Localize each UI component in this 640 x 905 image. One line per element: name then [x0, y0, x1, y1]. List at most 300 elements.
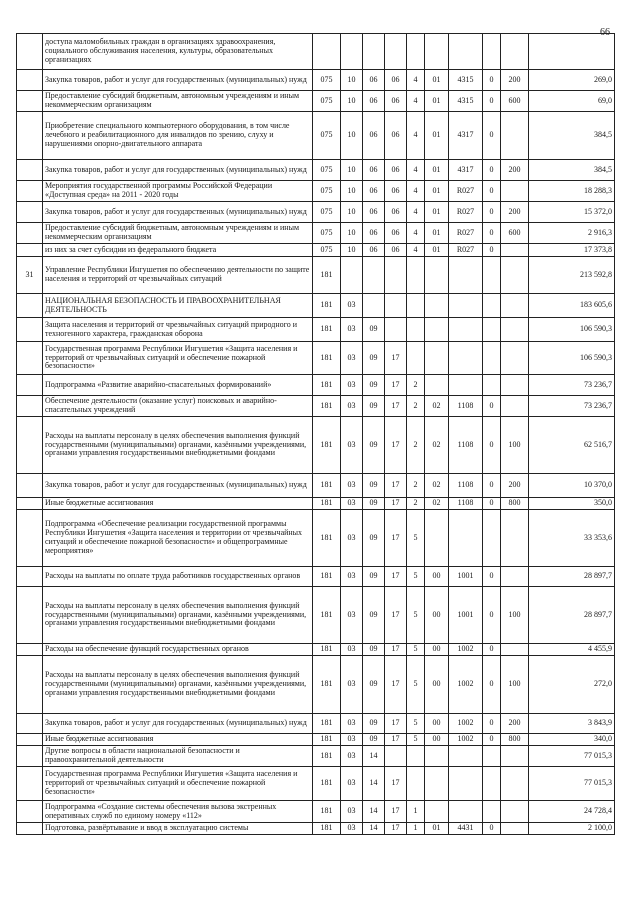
cell-sum: 17 373,8: [529, 244, 615, 257]
cell-c5: [407, 746, 425, 767]
cell-c9: [501, 567, 529, 587]
cell-c7: 1108: [449, 498, 483, 510]
cell-c5: [407, 342, 425, 375]
table-row: [17, 160, 615, 181]
cell-c3: 09: [363, 417, 385, 474]
cell-c9: [501, 767, 529, 801]
cell-c5: 4: [407, 202, 425, 223]
cell-c5: 2: [407, 474, 425, 498]
cell-c3: 06: [363, 70, 385, 91]
cell-c2: 03: [341, 396, 363, 417]
cell-c2: 10: [341, 244, 363, 257]
cell-c2: 10: [341, 70, 363, 91]
cell-name: Другие вопросы в области национальной безопасности и правоохранительной деятельности: [43, 746, 313, 767]
cell-c5: 2: [407, 417, 425, 474]
cell-c1: 181: [313, 823, 341, 835]
cell-c8: [483, 342, 501, 375]
cell-c3: 09: [363, 734, 385, 746]
cell-c2: [341, 257, 363, 294]
cell-c4: 17: [385, 656, 407, 714]
cell-c5: 4: [407, 70, 425, 91]
cell-c3: 09: [363, 318, 385, 342]
cell-sum: 77 015,3: [529, 767, 615, 801]
cell-c3: 14: [363, 767, 385, 801]
cell-c7: [449, 318, 483, 342]
cell-c1: 181: [313, 375, 341, 396]
cell-c7: 4317: [449, 112, 483, 160]
cell-name: Закупка товаров, работ и услуг для государственных (муниципальных) нужд: [43, 474, 313, 498]
cell-name: Расходы на обеспечение функций государственных органов: [43, 644, 313, 656]
cell-c8: [483, 746, 501, 767]
cell-c7: 1108: [449, 474, 483, 498]
cell-c5: 2: [407, 396, 425, 417]
cell-name: Государственная программа Республики Ингушетия «Защита населения и территорий от чрезвычайных ситуаций и обеспечение пожарной безопасности»: [43, 767, 313, 801]
cell-c6: 00: [425, 714, 449, 734]
cell-c8: 0: [483, 823, 501, 835]
cell-c8: 0: [483, 474, 501, 498]
cell-name: Закупка товаров, работ и услуг для государственных (муниципальных) нужд: [43, 202, 313, 223]
cell-c9: [501, 318, 529, 342]
cell-c4: 17: [385, 567, 407, 587]
cell-c9: 200: [501, 70, 529, 91]
cell-c6: 02: [425, 417, 449, 474]
cell-c9: 200: [501, 160, 529, 181]
cell-c2: 03: [341, 417, 363, 474]
cell-c3: 09: [363, 498, 385, 510]
cell-c1: 075: [313, 181, 341, 202]
cell-c9: 100: [501, 656, 529, 714]
cell-c1: 075: [313, 160, 341, 181]
cell-c1: 181: [313, 318, 341, 342]
cell-c7: [449, 342, 483, 375]
cell-c1: 181: [313, 801, 341, 823]
cell-c8: [483, 34, 501, 70]
cell-c9: [501, 644, 529, 656]
page-number: 66: [600, 27, 610, 38]
cell-c7: 1108: [449, 396, 483, 417]
cell-c2: 03: [341, 801, 363, 823]
cell-sum: 10 370,0: [529, 474, 615, 498]
cell-n: [17, 714, 43, 734]
cell-c1: 181: [313, 342, 341, 375]
cell-name: Мероприятия государственной программы Российской Федерации «Доступная среда» на 2011 - 2020 годы: [43, 181, 313, 202]
cell-c6: [425, 294, 449, 318]
cell-c1: 181: [313, 396, 341, 417]
cell-c7: 4431: [449, 823, 483, 835]
cell-c8: 0: [483, 567, 501, 587]
cell-sum: 272,0: [529, 656, 615, 714]
cell-c2: 03: [341, 294, 363, 318]
cell-c5: [407, 318, 425, 342]
cell-c7: [449, 375, 483, 396]
cell-c9: [501, 342, 529, 375]
cell-c5: [407, 294, 425, 318]
cell-c2: 03: [341, 767, 363, 801]
cell-n: [17, 417, 43, 474]
table-row: [17, 823, 615, 835]
cell-name: Обеспечение деятельности (оказание услуг) поисковых и аварийно-спасательных учреждений: [43, 396, 313, 417]
cell-sum: 4 455,9: [529, 644, 615, 656]
cell-c6: 00: [425, 567, 449, 587]
cell-name: Расходы на выплаты по оплате труда работников государственных органов: [43, 567, 313, 587]
cell-c1: [313, 34, 341, 70]
cell-c7: R027: [449, 244, 483, 257]
cell-c1: 181: [313, 567, 341, 587]
cell-c2: 03: [341, 498, 363, 510]
cell-c7: R027: [449, 223, 483, 244]
cell-c7: [449, 34, 483, 70]
cell-c5: 4: [407, 223, 425, 244]
cell-c8: 0: [483, 91, 501, 112]
cell-c4: 17: [385, 498, 407, 510]
cell-c6: 00: [425, 734, 449, 746]
cell-n: [17, 34, 43, 70]
cell-c9: 800: [501, 498, 529, 510]
cell-c1: 181: [313, 746, 341, 767]
cell-c8: [483, 801, 501, 823]
cell-name: Расходы на выплаты персоналу в целях обеспечения выполнения функций государственными (муниципальными) органами, казёнными учреждениями, органами управления государственными внебюджетными фондами: [43, 656, 313, 714]
cell-c9: [501, 823, 529, 835]
cell-c3: 09: [363, 567, 385, 587]
cell-c3: 06: [363, 223, 385, 244]
cell-c1: 181: [313, 767, 341, 801]
cell-c6: 02: [425, 498, 449, 510]
cell-c7: R027: [449, 181, 483, 202]
cell-c7: [449, 767, 483, 801]
cell-n: [17, 644, 43, 656]
cell-n: [17, 318, 43, 342]
cell-c5: 4: [407, 244, 425, 257]
cell-c1: 181: [313, 734, 341, 746]
cell-c9: [501, 746, 529, 767]
cell-c2: 03: [341, 656, 363, 714]
cell-c9: 100: [501, 587, 529, 644]
cell-n: [17, 656, 43, 714]
cell-c5: 1: [407, 823, 425, 835]
cell-c7: 1001: [449, 567, 483, 587]
cell-c4: [385, 257, 407, 294]
cell-c2: [341, 34, 363, 70]
cell-c5: [407, 257, 425, 294]
cell-c8: 0: [483, 714, 501, 734]
cell-c8: 0: [483, 223, 501, 244]
cell-c2: 03: [341, 734, 363, 746]
cell-c9: 600: [501, 223, 529, 244]
table-row: [17, 257, 615, 294]
table-row: [17, 417, 615, 474]
cell-c3: 09: [363, 714, 385, 734]
cell-n: [17, 112, 43, 160]
cell-c9: 600: [501, 91, 529, 112]
cell-c5: 5: [407, 734, 425, 746]
cell-c6: [425, 34, 449, 70]
table-row: [17, 587, 615, 644]
cell-sum: 62 516,7: [529, 417, 615, 474]
cell-c8: 0: [483, 417, 501, 474]
cell-n: [17, 342, 43, 375]
cell-c9: 200: [501, 474, 529, 498]
cell-c9: 800: [501, 734, 529, 746]
table-row: [17, 656, 615, 714]
cell-n: [17, 396, 43, 417]
cell-n: [17, 223, 43, 244]
cell-c4: 06: [385, 223, 407, 244]
cell-c2: 03: [341, 567, 363, 587]
cell-c4: [385, 746, 407, 767]
cell-c1: 075: [313, 70, 341, 91]
cell-c3: 06: [363, 202, 385, 223]
table-row: [17, 70, 615, 91]
cell-c3: [363, 257, 385, 294]
cell-sum: 73 236,7: [529, 396, 615, 417]
cell-c9: [501, 396, 529, 417]
cell-c4: 17: [385, 375, 407, 396]
cell-name: Расходы на выплаты персоналу в целях обеспечения выполнения функций государственными (муниципальными) органами, казёнными учреждениями, органами управления государственными внебюджетными фондами: [43, 417, 313, 474]
cell-c4: [385, 294, 407, 318]
table-row: [17, 375, 615, 396]
cell-c6: [425, 801, 449, 823]
cell-c5: 2: [407, 498, 425, 510]
cell-c7: 1002: [449, 644, 483, 656]
cell-c3: 06: [363, 91, 385, 112]
cell-sum: 384,5: [529, 160, 615, 181]
cell-c5: 5: [407, 714, 425, 734]
cell-c4: [385, 34, 407, 70]
cell-c1: 075: [313, 91, 341, 112]
cell-n: [17, 474, 43, 498]
cell-name: Иные бюджетные ассигнования: [43, 734, 313, 746]
cell-c1: 075: [313, 112, 341, 160]
table-row: [17, 567, 615, 587]
cell-c4: 06: [385, 181, 407, 202]
cell-sum: 2 916,3: [529, 223, 615, 244]
cell-n: [17, 746, 43, 767]
cell-c3: 06: [363, 244, 385, 257]
cell-n: 31: [17, 257, 43, 294]
cell-c6: 00: [425, 644, 449, 656]
cell-c2: 10: [341, 160, 363, 181]
cell-sum: 3 843,9: [529, 714, 615, 734]
cell-c4: 17: [385, 767, 407, 801]
cell-c6: [425, 767, 449, 801]
cell-sum: 73 236,7: [529, 375, 615, 396]
cell-c5: 4: [407, 112, 425, 160]
table-row: [17, 474, 615, 498]
cell-name: Подготовка, развёртывание и ввод в эксплуатацию системы: [43, 823, 313, 835]
cell-c5: [407, 34, 425, 70]
cell-c6: [425, 746, 449, 767]
cell-sum: 15 372,0: [529, 202, 615, 223]
cell-c3: 09: [363, 510, 385, 567]
cell-c1: 181: [313, 644, 341, 656]
cell-name: Иные бюджетные ассигнования: [43, 498, 313, 510]
cell-c9: [501, 294, 529, 318]
cell-c3: 09: [363, 342, 385, 375]
cell-c4: 17: [385, 801, 407, 823]
cell-c5: 5: [407, 567, 425, 587]
cell-c4: 17: [385, 823, 407, 835]
cell-sum: 269,0: [529, 70, 615, 91]
cell-c9: [501, 510, 529, 567]
cell-n: [17, 375, 43, 396]
cell-c9: [501, 181, 529, 202]
cell-n: [17, 244, 43, 257]
cell-n: [17, 587, 43, 644]
cell-c4: 17: [385, 714, 407, 734]
cell-c3: 09: [363, 587, 385, 644]
cell-n: [17, 498, 43, 510]
cell-c8: 0: [483, 181, 501, 202]
cell-c4: 17: [385, 734, 407, 746]
cell-c6: [425, 257, 449, 294]
cell-n: [17, 567, 43, 587]
cell-name: Закупка товаров, работ и услуг для государственных (муниципальных) нужд: [43, 714, 313, 734]
cell-c7: R027: [449, 202, 483, 223]
cell-c8: 0: [483, 70, 501, 91]
cell-c5: 5: [407, 510, 425, 567]
cell-sum: 106 590,3: [529, 342, 615, 375]
cell-c2: 03: [341, 746, 363, 767]
cell-name: Предоставление субсидий бюджетным, автономным учреждениям и иным некоммерческим организациям: [43, 91, 313, 112]
cell-c7: [449, 294, 483, 318]
cell-n: [17, 160, 43, 181]
cell-name: Закупка товаров, работ и услуг для государственных (муниципальных) нужд: [43, 70, 313, 91]
cell-c3: [363, 294, 385, 318]
cell-n: [17, 181, 43, 202]
cell-name: Предоставление субсидий бюджетным, автономным учреждениям и иным некоммерческим организациям: [43, 223, 313, 244]
cell-c8: [483, 767, 501, 801]
cell-c1: 181: [313, 474, 341, 498]
cell-name: Подпрограмма «Развитие аварийно-спасательных формирований»: [43, 375, 313, 396]
cell-c5: 4: [407, 91, 425, 112]
cell-c5: 4: [407, 181, 425, 202]
cell-c6: 01: [425, 202, 449, 223]
cell-c6: 01: [425, 244, 449, 257]
cell-name: доступа маломобильных граждан в организациях здравоохранения, социального обслуживания населения, культуры, образовательных организациях: [43, 34, 313, 70]
cell-c1: 181: [313, 498, 341, 510]
cell-c8: 0: [483, 656, 501, 714]
cell-c6: [425, 342, 449, 375]
cell-c8: [483, 375, 501, 396]
table-row: [17, 714, 615, 734]
cell-c2: 03: [341, 474, 363, 498]
cell-c9: 100: [501, 417, 529, 474]
cell-c7: 1002: [449, 656, 483, 714]
table-row: [17, 342, 615, 375]
cell-c8: 0: [483, 396, 501, 417]
cell-c5: 5: [407, 587, 425, 644]
cell-c8: [483, 294, 501, 318]
table-row: [17, 223, 615, 244]
cell-c8: [483, 257, 501, 294]
cell-c6: 02: [425, 396, 449, 417]
cell-c6: 00: [425, 587, 449, 644]
cell-c2: 03: [341, 375, 363, 396]
cell-c5: 4: [407, 160, 425, 181]
cell-c2: 03: [341, 823, 363, 835]
cell-name: Государственная программа Республики Ингушетия «Защита населения и территорий от чрезвычайных ситуаций и обеспечение пожарной безопасности»: [43, 342, 313, 375]
cell-sum: 183 605,6: [529, 294, 615, 318]
cell-c9: [501, 801, 529, 823]
cell-c4: [385, 318, 407, 342]
cell-c3: 14: [363, 823, 385, 835]
table-row: [17, 510, 615, 567]
cell-sum: 28 897,7: [529, 587, 615, 644]
cell-n: [17, 91, 43, 112]
cell-name: Подпрограмма «Обеспечение реализации государственной программы Республики Ингушетия «Защита населения и территории от чрезвычайных ситуаций и обеспечение пожарной безопасности» и общепрограммные мероприятия»: [43, 510, 313, 567]
cell-n: [17, 510, 43, 567]
cell-c9: [501, 375, 529, 396]
cell-sum: 28 897,7: [529, 567, 615, 587]
cell-c8: 0: [483, 587, 501, 644]
cell-c7: 1108: [449, 417, 483, 474]
cell-c6: 01: [425, 160, 449, 181]
cell-c4: 06: [385, 160, 407, 181]
table-body: [17, 34, 615, 835]
cell-c8: 0: [483, 202, 501, 223]
cell-c4: 17: [385, 417, 407, 474]
cell-c1: 181: [313, 257, 341, 294]
cell-sum: 340,0: [529, 734, 615, 746]
cell-c9: [501, 257, 529, 294]
cell-c3: 09: [363, 474, 385, 498]
cell-c6: [425, 318, 449, 342]
cell-c1: 181: [313, 587, 341, 644]
cell-c5: 5: [407, 656, 425, 714]
cell-c1: 075: [313, 223, 341, 244]
cell-c4: 06: [385, 244, 407, 257]
cell-c2: 10: [341, 181, 363, 202]
cell-c5: 2: [407, 375, 425, 396]
table-row: [17, 181, 615, 202]
cell-c7: [449, 801, 483, 823]
cell-sum: 350,0: [529, 498, 615, 510]
cell-c6: 00: [425, 656, 449, 714]
cell-c7: 4317: [449, 160, 483, 181]
cell-c6: [425, 375, 449, 396]
cell-c3: 14: [363, 746, 385, 767]
cell-c1: 181: [313, 714, 341, 734]
cell-c4: 06: [385, 70, 407, 91]
cell-c4: 17: [385, 342, 407, 375]
cell-sum: 384,5: [529, 112, 615, 160]
cell-c8: 0: [483, 112, 501, 160]
cell-c2: 10: [341, 91, 363, 112]
cell-name: Приобретение специального компьютерного оборудования, в том числе лечебного и реабилитационного для инвалидов по зрению, слуху и нарушениями опорно-двигательного аппарата: [43, 112, 313, 160]
table-row: [17, 318, 615, 342]
cell-name: Управление Республики Ингушетия по обеспечению деятельности по защите населения и территорий от чрезвычайных ситуаций: [43, 257, 313, 294]
cell-c6: [425, 510, 449, 567]
cell-c3: 06: [363, 160, 385, 181]
table-row: [17, 767, 615, 801]
table-row: [17, 734, 615, 746]
cell-name: из них за счет субсидии из федерального бюджета: [43, 244, 313, 257]
cell-name: Расходы на выплаты персоналу в целях обеспечения выполнения функций государственными (муниципальными) органами, казёнными учреждениями, органами управления государственными внебюджетными фондами: [43, 587, 313, 644]
cell-c7: 1001: [449, 587, 483, 644]
cell-c4: 17: [385, 644, 407, 656]
cell-c8: 0: [483, 244, 501, 257]
cell-c2: 03: [341, 318, 363, 342]
table-row: [17, 801, 615, 823]
cell-name: Подпрограмма «Создание системы обеспечения вызова экстренных оперативных служб по единому номеру «112»: [43, 801, 313, 823]
cell-c6: 01: [425, 112, 449, 160]
cell-c3: 09: [363, 644, 385, 656]
cell-n: [17, 202, 43, 223]
cell-name: Закупка товаров, работ и услуг для государственных (муниципальных) нужд: [43, 160, 313, 181]
cell-c1: 181: [313, 510, 341, 567]
table-row: [17, 294, 615, 318]
cell-c2: 10: [341, 112, 363, 160]
